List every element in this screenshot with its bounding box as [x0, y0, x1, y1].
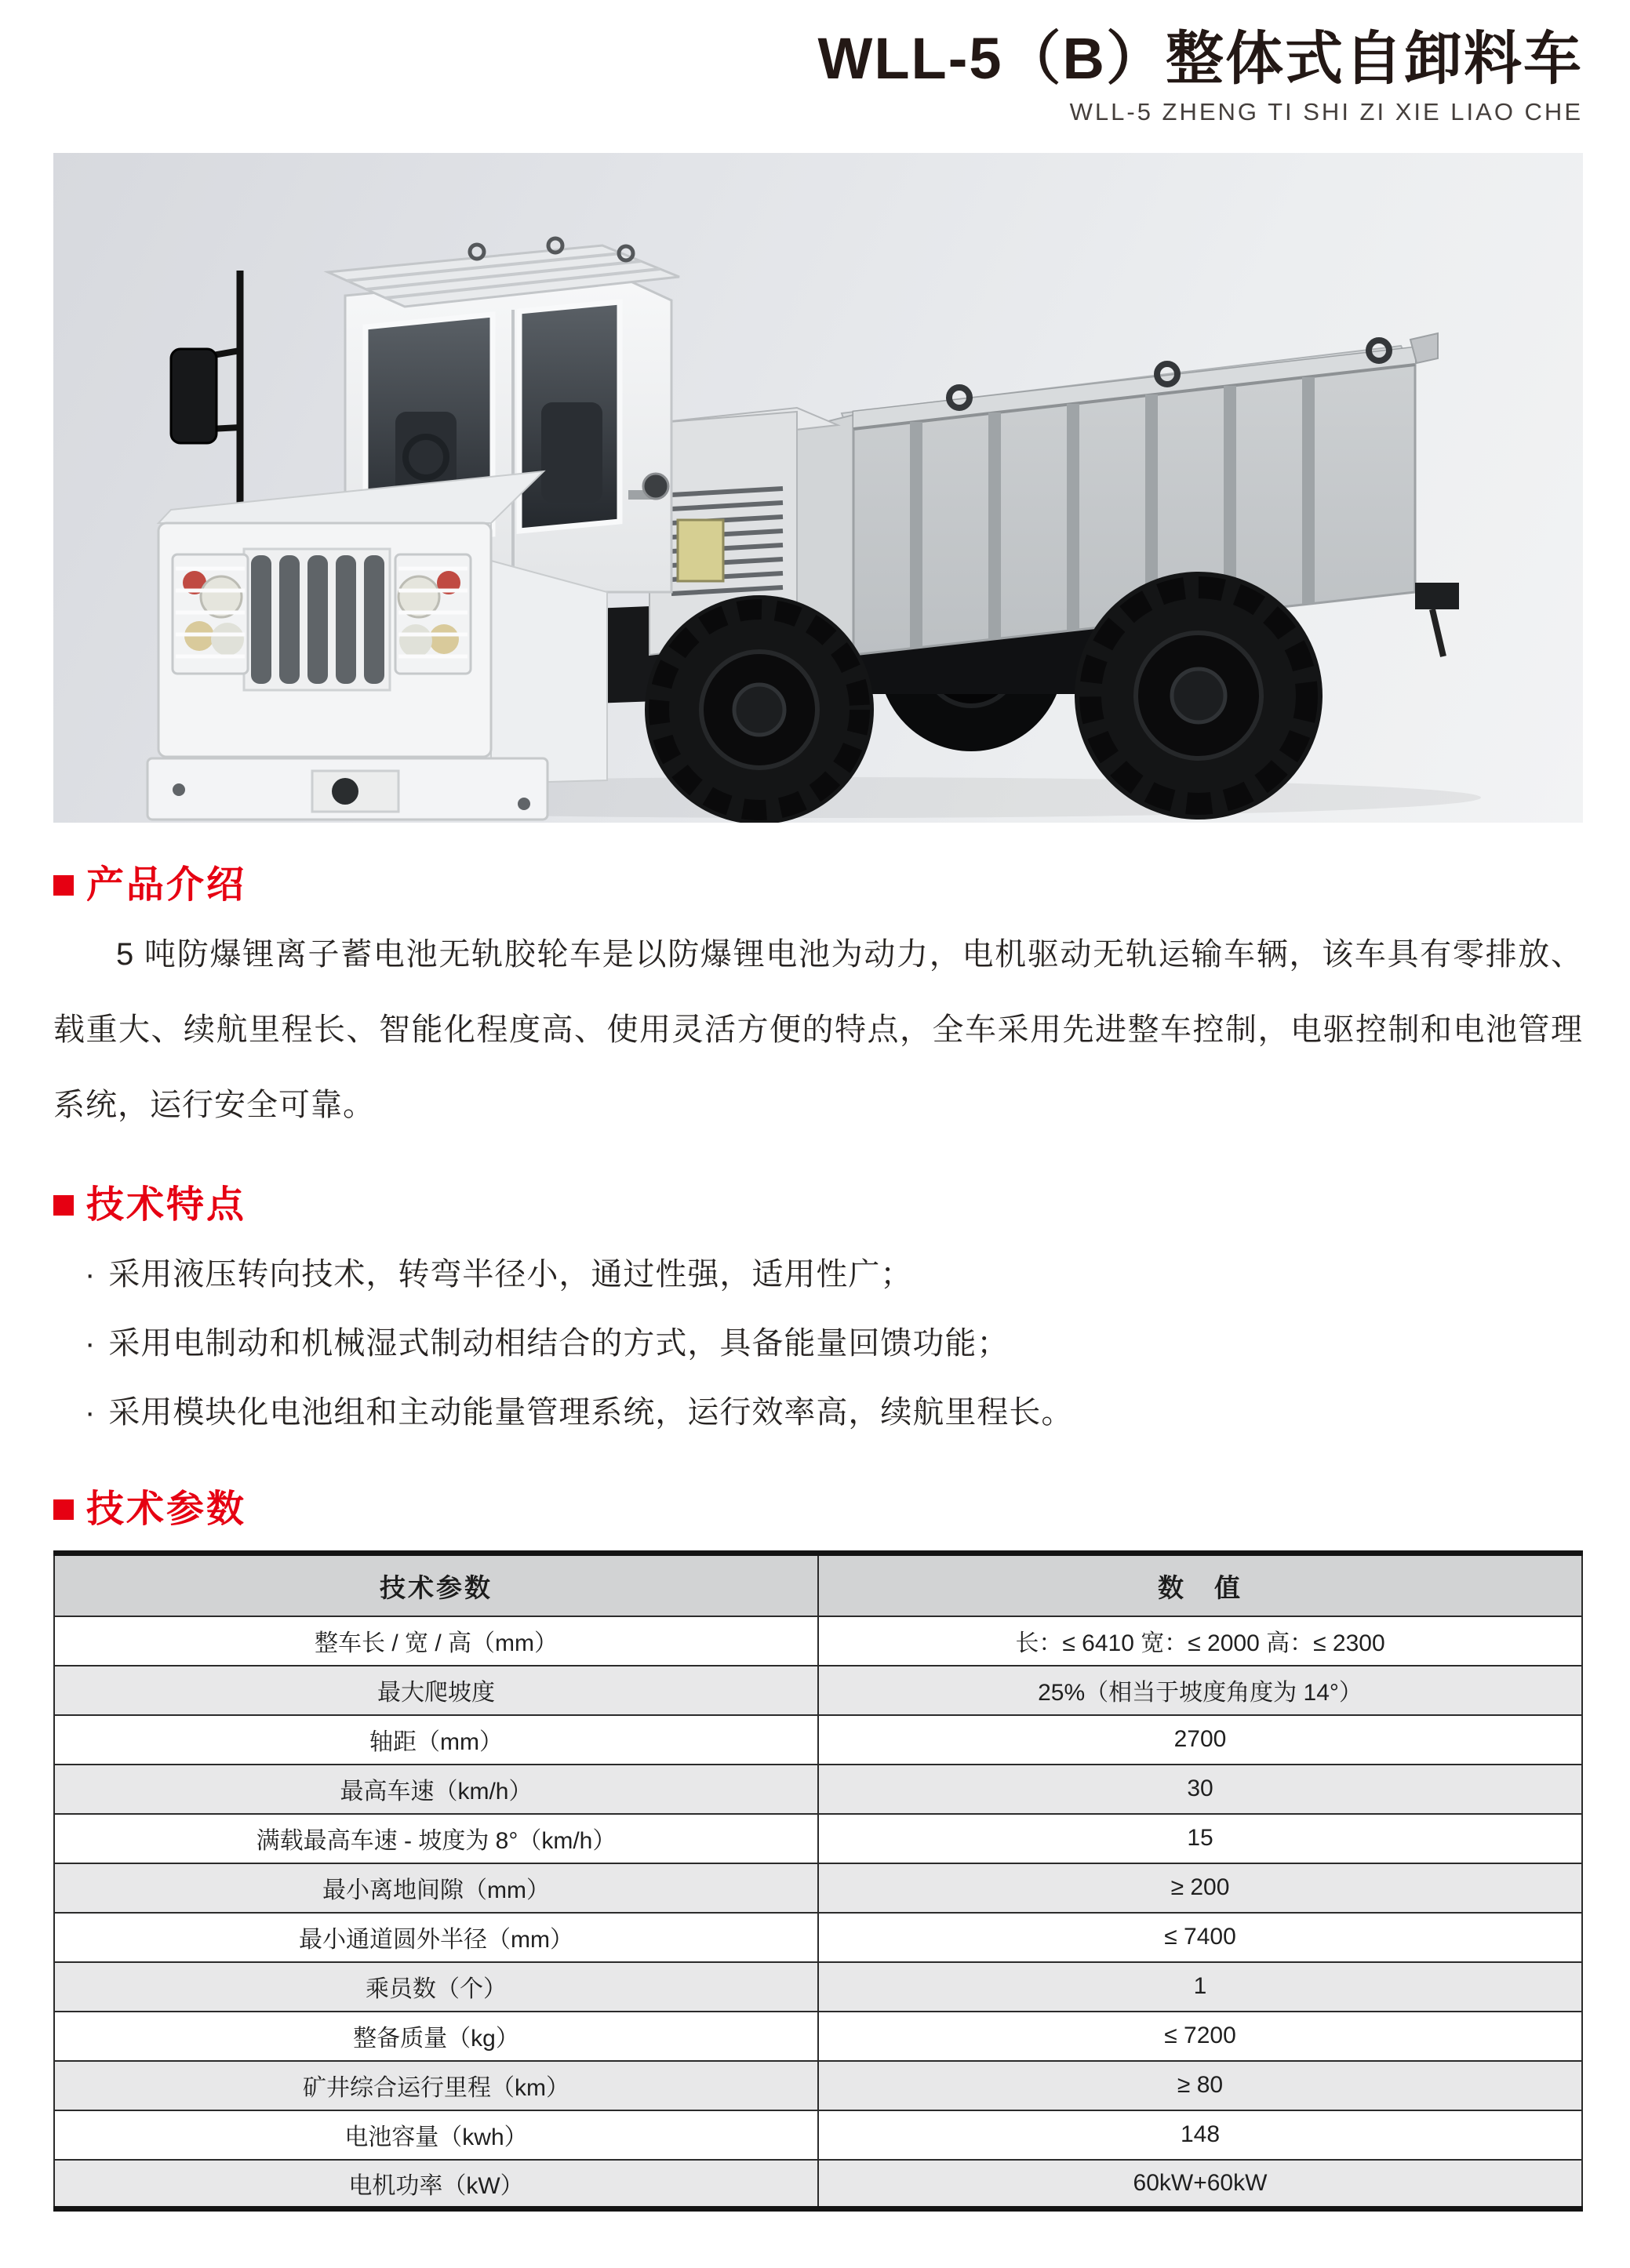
feature-item	[53, 1309, 1583, 1378]
wheel-mid	[645, 595, 874, 823]
table-row	[54, 1814, 1582, 1863]
spec-value: ≥ 200	[818, 1863, 1582, 1913]
red-square-bullet-icon	[53, 1195, 74, 1216]
spec-parameter: 乘员数（个）	[54, 1962, 818, 2012]
tow-hook	[332, 778, 358, 805]
middot-bullet-icon: ·	[85, 1395, 96, 1430]
spec-value: ≤ 7200	[818, 2012, 1582, 2061]
spec-parameter: 最小离地间隙（mm）	[54, 1863, 818, 1913]
spec-parameter: 最小通道圆外半径（mm）	[54, 1913, 818, 1962]
spec-value: ≥ 80	[818, 2061, 1582, 2110]
table-row	[54, 2012, 1582, 2061]
specs-heading-text: 技术参数	[86, 1488, 247, 1531]
spec-value: 60kW+60kW	[818, 2160, 1582, 2209]
spec-parameter: 整车长 / 宽 / 高（mm）	[54, 1616, 818, 1666]
column-header-value: 数 值	[818, 1554, 1582, 1616]
feature-item-text: 采用电制动和机械湿式制动相结合的方式，具备能量回馈功能；	[108, 1326, 1010, 1361]
headlight-right	[395, 554, 471, 674]
red-square-bullet-icon	[53, 875, 74, 896]
headlight-left	[173, 554, 248, 674]
table-row	[54, 1666, 1582, 1715]
table-row	[54, 1962, 1582, 2012]
intro-heading-text: 产品介绍	[86, 864, 247, 907]
middot-bullet-icon: ·	[85, 1326, 96, 1361]
spec-value: 25%（相当于坡度角度为 14°）	[818, 1666, 1582, 1715]
spec-table	[53, 1550, 1583, 2212]
feature-item-text: 采用液压转向技术，转弯半径小，通过性强，适用性广；	[108, 1257, 913, 1292]
features-heading-text: 技术特点	[86, 1184, 247, 1227]
page-subtitle: WLL-5 ZHENG TI SHI ZI XIE LIAO CHE	[1069, 98, 1583, 126]
middot-bullet-icon: ·	[85, 1257, 96, 1292]
table-row	[54, 1765, 1582, 1814]
spec-value: 长：≤ 6410 宽：≤ 2000 高：≤ 2300	[818, 1616, 1582, 1666]
table-row	[54, 1616, 1582, 1666]
spec-parameter: 满载最高车速 - 坡度为 8°（km/h）	[54, 1814, 818, 1863]
spec-parameter: 整备质量（kg）	[54, 2012, 818, 2061]
column-header-parameter: 技术参数	[54, 1554, 818, 1616]
table-header-row	[54, 1554, 1582, 1616]
feature-item	[53, 1240, 1583, 1309]
spec-value: 148	[818, 2110, 1582, 2160]
red-square-bullet-icon	[53, 1499, 74, 1520]
spec-parameter: 电池容量（kwh）	[54, 2110, 818, 2160]
page-content	[53, 0, 1583, 2212]
table-row	[54, 2061, 1582, 2110]
spec-parameter: 最高车速（km/h）	[54, 1765, 818, 1814]
spec-parameter: 最大爬坡度	[54, 1666, 818, 1715]
spec-parameter: 矿井综合运行里程（km）	[54, 2061, 818, 2110]
spec-value: ≤ 7400	[818, 1913, 1582, 1962]
features-section-heading	[53, 1184, 1583, 1227]
table-row	[54, 1913, 1582, 1962]
bumper	[147, 758, 548, 820]
feature-item-text: 采用模块化电池组和主动能量管理系统，运行效率高，续航里程长。	[108, 1395, 1074, 1430]
junction-box	[678, 520, 723, 581]
page-title: WLL-5（B）整体式自卸料车	[817, 26, 1583, 91]
product-photo	[53, 153, 1583, 823]
spec-value: 30	[818, 1765, 1582, 1814]
grille-slots	[251, 555, 384, 684]
truck-render	[53, 153, 1583, 823]
table-row	[54, 1715, 1582, 1765]
features-list	[53, 1240, 1583, 1447]
intro-section-heading	[53, 864, 1583, 907]
specs-section-heading	[53, 1488, 1583, 1531]
spec-value: 1	[818, 1962, 1582, 2012]
table-row	[54, 2110, 1582, 2160]
table-row	[54, 1863, 1582, 1913]
spec-value: 2700	[818, 1715, 1582, 1765]
intro-paragraph: 5 吨防爆锂离子蓄电池无轨胶轮车是以防爆锂电池为动力，电机驱动无轨运输车辆，该车具有零排放、载重大、续航里程长、智能化程度高、使用灵活方便的特点，全车采用先进整车控制，电驱控制和电池管理系统，运行安全可靠。	[53, 937, 1583, 1123]
header	[53, 0, 1583, 126]
feature-item	[53, 1378, 1583, 1447]
fuel-port	[643, 474, 668, 499]
spec-parameter: 轴距（mm）	[54, 1715, 818, 1765]
spec-value: 15	[818, 1814, 1582, 1863]
spec-parameter: 电机功率（kW）	[54, 2160, 818, 2209]
table-row	[54, 2160, 1582, 2209]
wheel-rear	[1075, 572, 1323, 820]
